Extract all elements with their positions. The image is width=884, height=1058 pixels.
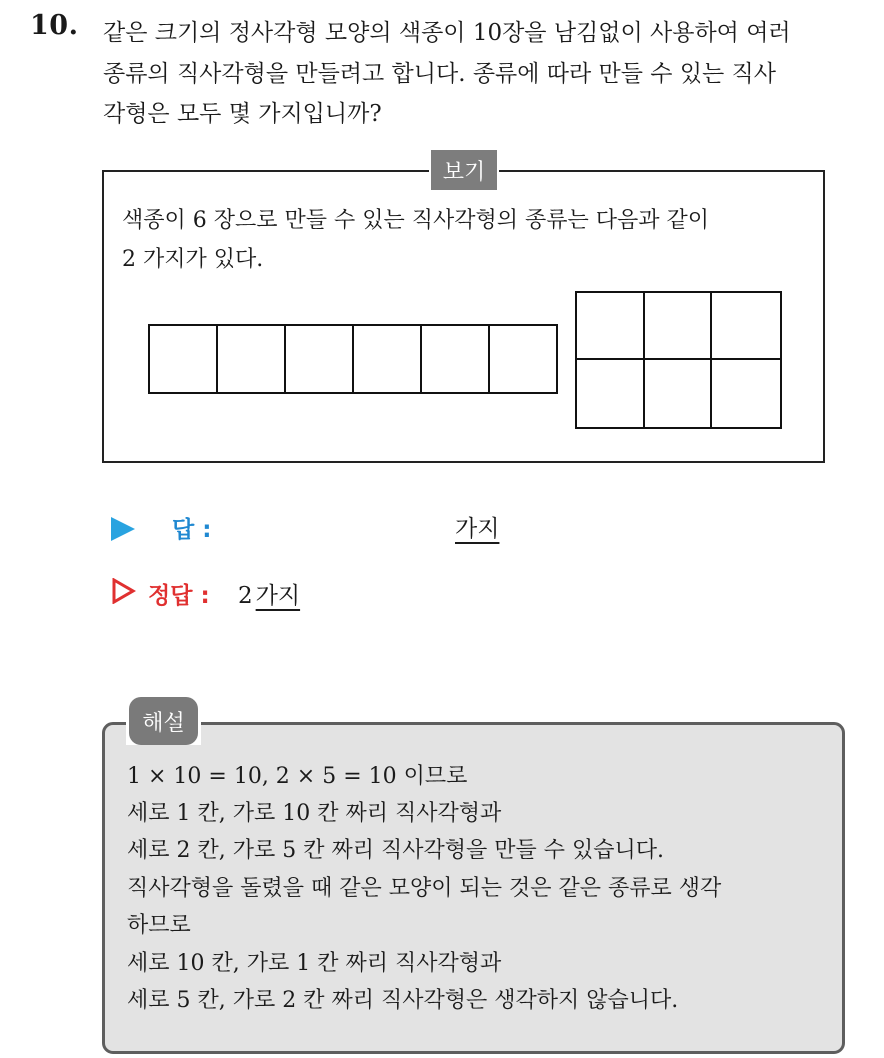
example-line-2: 2 가지가 있다. <box>122 247 264 272</box>
correct-arrow-icon <box>112 578 136 604</box>
example-tag-label: 보기 <box>431 150 497 190</box>
square-cell <box>150 326 218 392</box>
square-cell <box>645 293 713 360</box>
square-cell <box>577 360 645 427</box>
example-line-1: 색종이 6 장으로 만들 수 있는 직사각형의 종류는 다음과 같이 <box>122 208 709 233</box>
solution-line-4: 직사각형을 돌렸을 때 같은 모양이 되는 것은 같은 종류로 생각 <box>127 876 722 901</box>
solution-line-1: 1 × 10 = 10, 2 × 5 = 10 이므로 <box>127 764 468 789</box>
square-cell <box>354 326 422 392</box>
answer-arrow-icon <box>111 517 135 541</box>
correct-answer-label: 정답 : <box>148 583 210 609</box>
square-cell <box>218 326 286 392</box>
solution-line-2: 세로 1 칸, 가로 10 칸 짜리 직사각형과 <box>127 801 502 826</box>
question-line-2: 종류의 직사각형을 만들려고 합니다. 종류에 따라 만들 수 있는 직사 <box>103 61 776 87</box>
square-cell <box>577 293 645 360</box>
solution-line-7: 세로 5 칸, 가로 2 칸 짜리 직사각형은 생각하지 않습니다. <box>127 988 679 1013</box>
correct-answer-unit: 가지 <box>255 583 301 609</box>
solution-tag-label: 해설 <box>129 697 198 745</box>
square-cell <box>422 326 490 392</box>
rectangle-1x6-figure <box>148 324 558 394</box>
solution-tag <box>126 697 201 745</box>
example-tag <box>429 150 499 190</box>
square-cell <box>645 360 713 427</box>
square-cell <box>490 326 556 392</box>
answer-label: 답 : <box>172 517 212 543</box>
correct-answer-value <box>238 577 300 610</box>
solution-line-3: 세로 2 칸, 가로 5 칸 짜리 직사각형을 만들 수 있습니다. <box>127 838 664 863</box>
rectangle-2x3-figure <box>575 291 782 429</box>
question-number: 10. <box>30 10 79 41</box>
square-cell <box>712 360 780 427</box>
correct-answer-number: 2 <box>238 583 253 609</box>
square-cell <box>286 326 354 392</box>
solution-line-6: 세로 10 칸, 가로 1 칸 짜리 직사각형과 <box>127 951 502 976</box>
question-line-3: 각형은 모두 몇 가지입니까? <box>103 101 382 127</box>
answer-unit: 가지 <box>455 516 500 542</box>
solution-line-5: 하므로 <box>127 913 191 938</box>
square-cell <box>712 293 780 360</box>
question-line-1: 같은 크기의 정사각형 모양의 색종이 10장을 남김없이 사용하여 여러 <box>103 20 791 46</box>
